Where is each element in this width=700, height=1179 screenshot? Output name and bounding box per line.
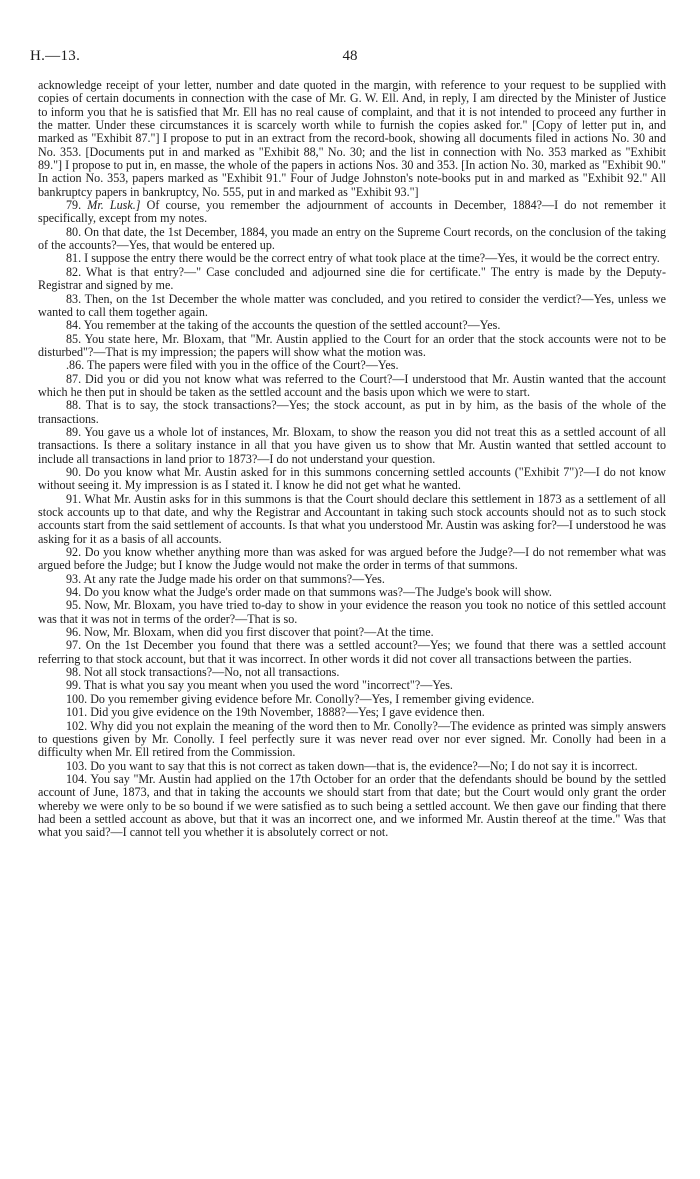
document-reference: H.—13. (30, 48, 81, 64)
paragraph: 84. You remember at the taking of the accounts the question of the settled account?—Yes. (66, 318, 501, 333)
paragraph: 96. Now, Mr. Bloxam, when did you first discover that point?—At the time. (66, 625, 434, 640)
paragraph: 100. Do you remember giving evidence before Mr. Conolly?—Yes, I remember giving evidence. (66, 691, 535, 706)
page-number: 48 (342, 48, 358, 64)
paragraph: 83. Then, on the 1st December the whole matter was concluded, and you retired to consider the verdict?—Yes, unless we wanted to call them together again. (38, 291, 666, 319)
question-number: 79. (66, 198, 82, 213)
paragraph: 93. At any rate the Judge made his order on that summons?—Yes. (66, 571, 385, 586)
paragraph: .86. The papers were filed with you in the office of the Court?—Yes. (66, 358, 399, 373)
paragraph: 81. I suppose the entry there would be the correct entry of what took place at the time?—Yes, it would be the correct entry. (66, 251, 660, 266)
document-body (38, 79, 666, 840)
paragraph: 97. On the 1st December you found that there was a settled account?—Yes; we found that there was a settled account referring to that stock account, but that it was incorrect. In other words it did not cover all transactions between the parties. (38, 638, 666, 666)
paragraph: 98. Not all stock transactions?—No, not all transactions. (66, 665, 340, 680)
page-header (30, 48, 670, 70)
paragraph: 90. Do you know what Mr. Austin asked for in this summons concerning settled accounts ("Exhibit 7")?—I do not know without seeing it. My impression is as I stated it. I know he did not get what he wanted. (38, 464, 666, 493)
question-text: Of course, you remember the adjournment of accounts in December, 1884?—I do not remember it specifically, except from my notes. (38, 198, 666, 226)
paragraph: 85. You state here, Mr. Bloxam, that "Mr. Austin applied to the Court for an order that the stock accounts were not to be disturbed"?—That is my impression; the papers will show what the motion was. (38, 331, 666, 359)
paragraph: 82. What is that entry?—" Case concluded and adjourned sine die for certificate." The entry is made by the Deputy-Registrar and signed by me. (38, 264, 666, 293)
paragraph: 87. Did you or did you not know what was referred to the Court?—I understood that Mr. Austin wanted that the account which he then put in should be taken as the settled account and the basis upon which we were to start. (38, 371, 666, 399)
paragraph: 89. You gave us a whole lot of instances, Mr. Bloxam, to show the reason you did not treat this as a settled account of all transactions. Is there a solitary instance in all that you have given us to show that Mr. Austin wanted that settled account to include all transactions in land prior to 1873?—I do not understand your question. (38, 424, 666, 466)
paragraph: 94. Do you know what the Judge's order made on that summons was?—The Judge's book will show. (66, 585, 552, 600)
paragraph: 103. Do you want to say that this is not correct as taken down—that is, the evidence?—No; I do not say it is incorrect. (66, 758, 638, 773)
paragraph: 104. You say "Mr. Austin had applied on the 17th October for an order that the defendants should be bound by the settled account of June, 1873, and that in taking the accounts we should start from that date; but the Court would only grant the order whereby we were only to be so bound if we were satisfied as to such being a settled account. We then gave our finding that there had been a settled account as above, but that it was an incorrect one, and we informed Mr. Austin thereof at the time." Was that what you said?—I cannot tell you whether it is absolutely correct or not. (38, 771, 666, 840)
paragraph-q79 (38, 199, 666, 226)
paragraph: 92. Do you know whether anything more than was asked for was argued before the Judge?—I do not remember what was argued before the Judge; but I know the Judge would not make the order in terms of that summons. (38, 545, 666, 573)
paragraph: 95. Now, Mr. Bloxam, you have tried to-day to show in your evidence the reason you took no notice of this settled account was that it was not in terms of the order?—That is so. (38, 598, 666, 626)
paragraph: 101. Did you give evidence on the 19th November, 1888?—Yes; I gave evidence then. (66, 705, 485, 720)
paragraph: 80. On that date, the 1st December, 1884, you made an entry on the Supreme Court records, on the conclusion of the taking of the accounts?—Yes, that would be entered up. (38, 224, 666, 253)
paragraph: 102. Why did you not explain the meaning of the word then to Mr. Conolly?—The evidence as printed was simply answers to questions given by Mr. Conolly. I feel perfectly sure it was never read over nor ever signed. Mr. Conolly had been in a difficulty when Mr. Ell retired from the Commission. (38, 718, 666, 760)
paragraph: 91. What Mr. Austin asks for in this summons is that the Court should declare this settlement in 1873 as a settlement of all stock accounts up to that date, and why the Registrar and Accountant in taking such stock accounts should not as to such stock accounts start from the said settlement of accounts. Is that what you understood Mr. Austin was asking for?—I understood he was asking for it as a basis of all accounts. (38, 491, 666, 546)
speaker-name: Mr. Lusk.] (87, 198, 141, 213)
paragraph: 99. That is what you say you meant when you used the word "incorrect"?—Yes. (66, 678, 453, 693)
paragraph: 88. That is to say, the stock transactions?—Yes; the stock account, as put in by him, as the basis of the whole of the transactions. (38, 398, 666, 426)
paragraph: acknowledge receipt of your letter, number and date quoted in the margin, with reference to your request to be supplied with copies of certain documents in connection with the case of Mr. G. W. Ell. And, in reply, I am directed by the Minister of Justice to inform you that he is satisfied that Mr. Ell has no real cause of complaint, and that it is not intended to proceed any further in the matter. Under these circumstances it is scarcely worth while to furnish the copies asked for." [Copy of letter put in, and marked as "Exhibit 87."] I propose to put in an extract from the record-book, showing all documents filed in actions No. 30 and No. 353. [Documents put in and marked as "Exhibit 88," No. 30; and the list in connection with No. 353 marked as "Exhibit 89."] I propose to put in, en masse, the whole of the papers in actions Nos. 30 and 353. [In action No. 30, marked as "Exhibit 90." In action No. 353, papers marked as "Exhibit 91." Four of Judge Johnston's note-books put in and marked as "Exhibit 92." All bankruptcy papers in bankruptcy, No. 555, put in and marked as "Exhibit 93."] (38, 78, 666, 199)
